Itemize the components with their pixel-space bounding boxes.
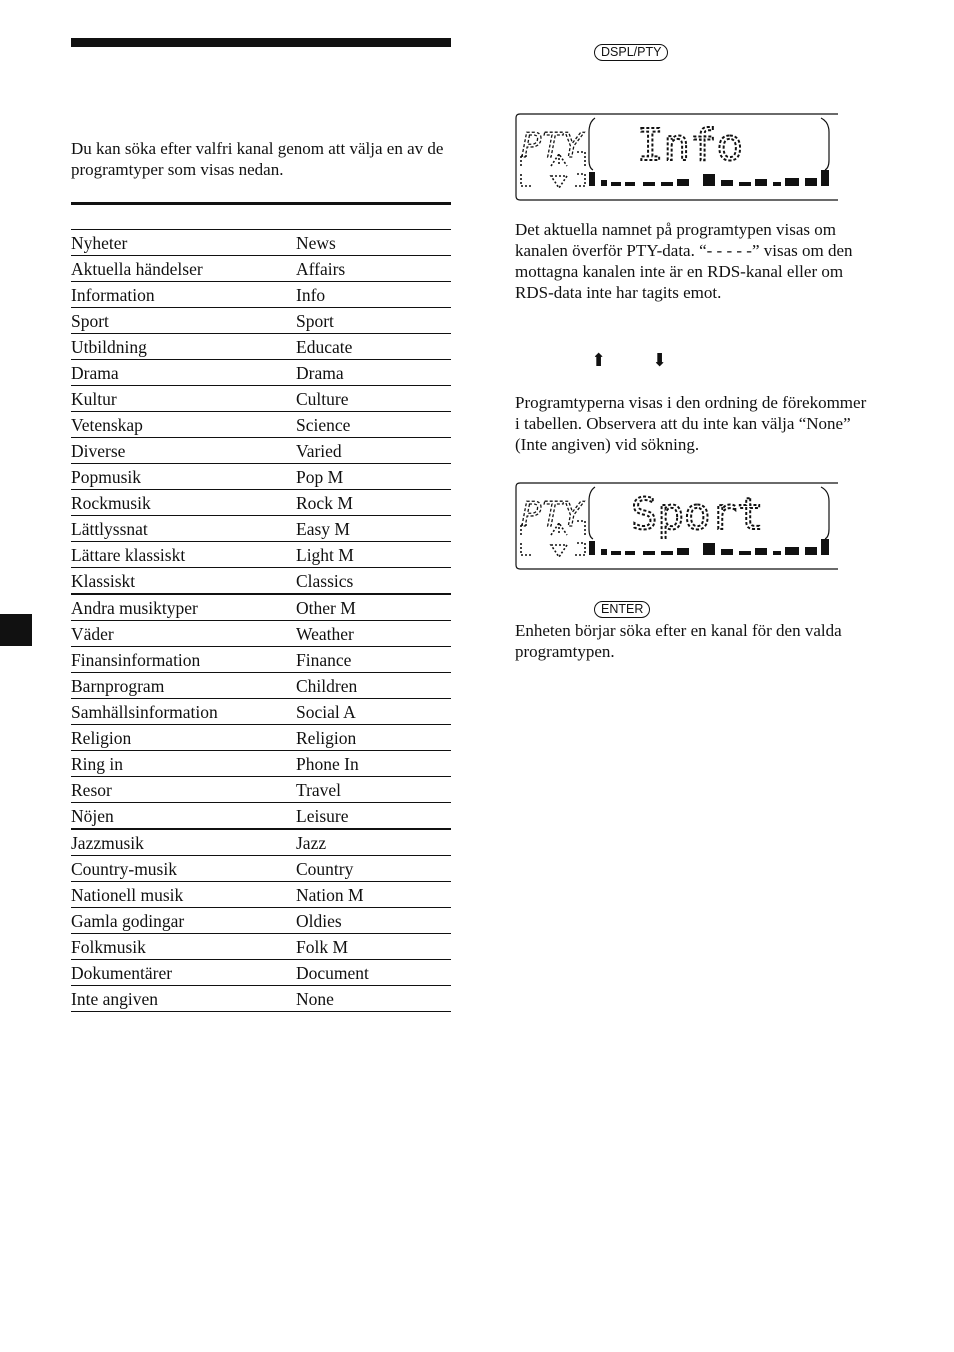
- program-type-display-name: Affairs: [296, 256, 451, 282]
- program-type-display-name: Drama: [296, 360, 451, 386]
- program-type-swedish: Religion: [71, 725, 296, 751]
- table-row: [71, 647, 451, 673]
- table-row: [71, 699, 451, 725]
- pty-info-paragraph: Det aktuella namnet på programtypen visas om kanalen överför PTY-data. “- - - - -” visas om den mottagna kanalen inte är en RDS-kanal eller om RDS-data inte har tagits emot.: [515, 220, 853, 302]
- enter-button-label: ENTER: [594, 601, 650, 618]
- program-type-swedish: Information: [71, 282, 296, 308]
- program-type-swedish: Nöjen: [71, 803, 296, 830]
- program-type-swedish: Utbildning: [71, 334, 296, 360]
- down-arrow-icon: ⬇: [652, 350, 668, 370]
- table-row: [71, 829, 451, 856]
- table-row: [71, 751, 451, 777]
- program-type-swedish: Folkmusik: [71, 934, 296, 960]
- table-row: [71, 621, 451, 647]
- program-type-display-name: Folk M: [296, 934, 451, 960]
- intro-text: Du kan söka efter valfri kanal genom att välja en av de programtyper som visas nedan.: [71, 139, 444, 179]
- program-type-swedish: Väder: [71, 621, 296, 647]
- program-type-swedish: Resor: [71, 777, 296, 803]
- table-row: [71, 256, 451, 282]
- program-type-display-name: Nation M: [296, 882, 451, 908]
- program-type-swedish: Inte angiven: [71, 986, 296, 1012]
- table-row: [71, 386, 451, 412]
- lcd-level-meter: [589, 539, 829, 555]
- table-row: [71, 882, 451, 908]
- program-type-display-name: Phone In: [296, 751, 451, 777]
- program-type-display-name: Leisure: [296, 803, 451, 830]
- program-type-display-name: Educate: [296, 334, 451, 360]
- pty-order-paragraph: Programtyperna visas i den ordning de förekommer i tabellen. Observera att du inte kan välja “None” (Inte angiven) vid sökning.: [515, 393, 867, 454]
- program-type-display-name: Document: [296, 960, 451, 986]
- program-type-swedish: Klassiskt: [71, 568, 296, 595]
- program-type-display-name: Oldies: [296, 908, 451, 934]
- table-row: [71, 412, 451, 438]
- lcd-pty-label: PTY: [521, 126, 583, 166]
- table-row: [71, 516, 451, 542]
- table-row: [71, 308, 451, 334]
- lcd-display-sport: [515, 481, 838, 571]
- program-type-display-name: Science: [296, 412, 451, 438]
- lcd-pty-text: Info: [637, 120, 743, 171]
- lcd-pty-text: Sport: [631, 489, 764, 540]
- program-type-display-name: Other M: [296, 594, 451, 621]
- table-row: [71, 777, 451, 803]
- program-type-display-name: Weather: [296, 621, 451, 647]
- table-row: [71, 360, 451, 386]
- program-type-swedish: Andra musiktyper: [71, 594, 296, 621]
- program-type-display-name: Rock M: [296, 490, 451, 516]
- table-row: [71, 934, 451, 960]
- program-type-swedish: Finansinformation: [71, 647, 296, 673]
- program-type-swedish: Rockmusik: [71, 490, 296, 516]
- lcd-pty-label: PTY: [521, 495, 583, 535]
- program-type-display-name: Culture: [296, 386, 451, 412]
- program-type-swedish: Barnprogram: [71, 673, 296, 699]
- table-row: [71, 908, 451, 934]
- program-type-swedish: Ring in: [71, 751, 296, 777]
- table-top-rule: [71, 202, 451, 205]
- table-row: [71, 986, 451, 1012]
- program-type-display-name: Light M: [296, 542, 451, 568]
- program-type-display-name: Easy M: [296, 516, 451, 542]
- program-type-swedish: Nyheter: [71, 230, 296, 256]
- lcd-level-meter: [589, 170, 829, 186]
- program-type-swedish: Gamla godingar: [71, 908, 296, 934]
- program-type-display-name: Social A: [296, 699, 451, 725]
- program-type-swedish: Nationell musik: [71, 882, 296, 908]
- table-row: [71, 490, 451, 516]
- table-row: [71, 438, 451, 464]
- section-header-bar: [71, 38, 451, 47]
- program-type-display-name: News: [296, 230, 451, 256]
- table-row: [71, 673, 451, 699]
- up-arrow-icon: ⬆: [591, 350, 607, 370]
- table-row: [71, 334, 451, 360]
- program-type-swedish: Drama: [71, 360, 296, 386]
- program-type-swedish: Diverse: [71, 438, 296, 464]
- program-type-display-name: Sport: [296, 308, 451, 334]
- lcd-display-info: [515, 112, 838, 202]
- table-row: [71, 568, 451, 595]
- program-type-display-name: Pop M: [296, 464, 451, 490]
- program-type-display-name: Jazz: [296, 829, 451, 856]
- program-type-display-name: Religion: [296, 725, 451, 751]
- table-row: [71, 282, 451, 308]
- program-type-display-name: Travel: [296, 777, 451, 803]
- page-edge-tab: [0, 614, 32, 646]
- program-type-display-name: Varied: [296, 438, 451, 464]
- program-type-swedish: Vetenskap: [71, 412, 296, 438]
- table-row: [71, 960, 451, 986]
- search-start-paragraph: Enheten börjar söka efter en kanal för den valda programtypen.: [515, 621, 842, 661]
- program-type-swedish: Samhällsinformation: [71, 699, 296, 725]
- program-type-swedish: Sport: [71, 308, 296, 334]
- program-type-swedish: Dokumentärer: [71, 960, 296, 986]
- table-row: [71, 464, 451, 490]
- program-type-display-name: Info: [296, 282, 451, 308]
- program-type-display-name: Classics: [296, 568, 451, 595]
- dspl-pty-button-label: DSPL/PTY: [594, 44, 668, 61]
- program-type-table: [71, 229, 451, 1012]
- table-row: [71, 856, 451, 882]
- table-row: [71, 542, 451, 568]
- program-type-display-name: Finance: [296, 647, 451, 673]
- program-type-swedish: Lättlyssnat: [71, 516, 296, 542]
- table-row: [71, 230, 451, 256]
- program-type-swedish: Jazzmusik: [71, 829, 296, 856]
- program-type-display-name: Children: [296, 673, 451, 699]
- program-type-swedish: Country-musik: [71, 856, 296, 882]
- table-row: [71, 803, 451, 830]
- program-type-swedish: Aktuella händelser: [71, 256, 296, 282]
- table-row: [71, 725, 451, 751]
- program-type-display-name: None: [296, 986, 451, 1012]
- program-type-display-name: Country: [296, 856, 451, 882]
- program-type-swedish: Lättare klassiskt: [71, 542, 296, 568]
- program-type-swedish: Popmusik: [71, 464, 296, 490]
- table-row: [71, 594, 451, 621]
- program-type-swedish: Kultur: [71, 386, 296, 412]
